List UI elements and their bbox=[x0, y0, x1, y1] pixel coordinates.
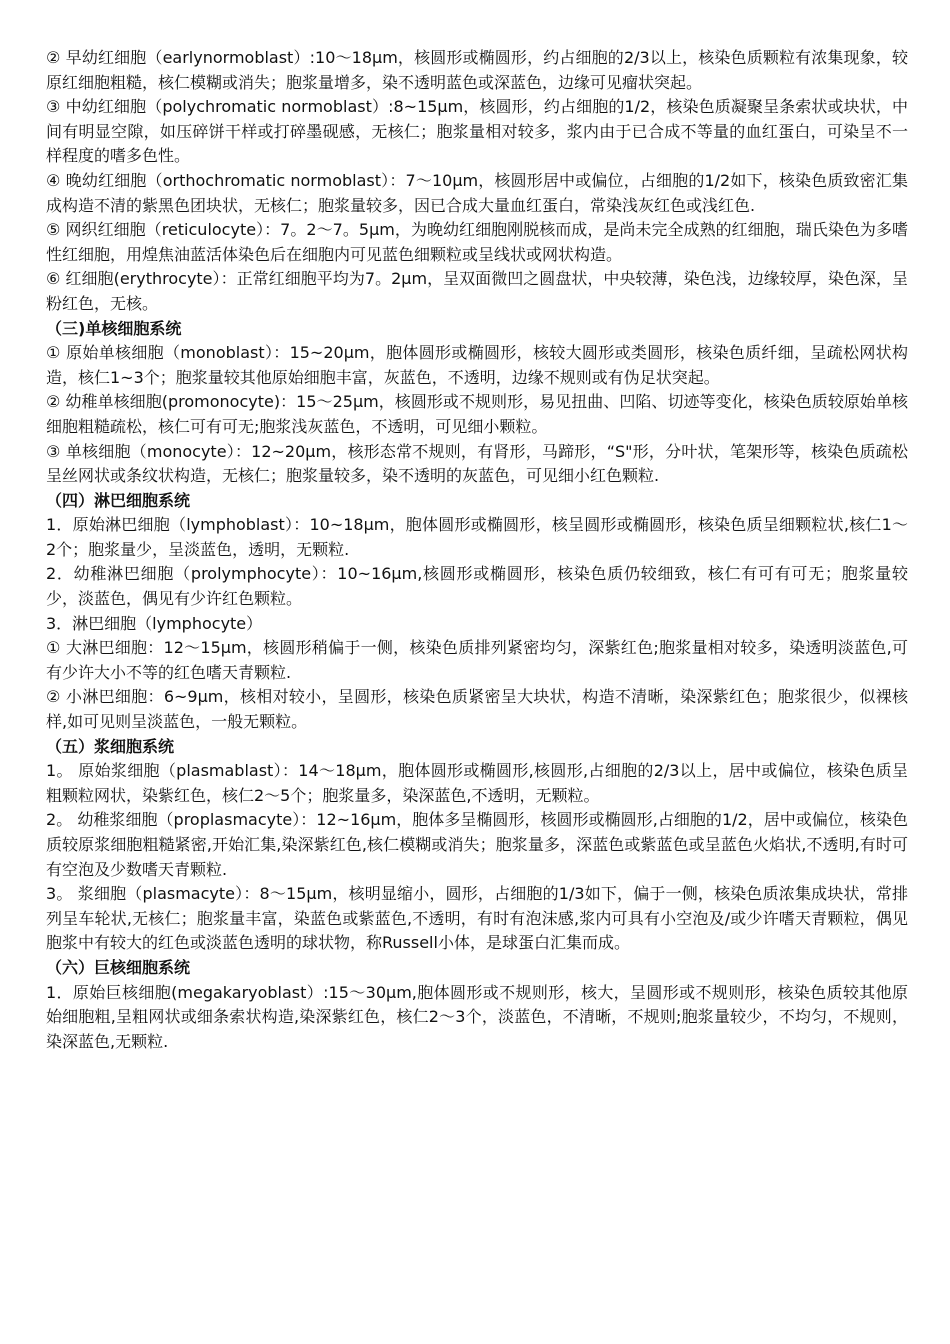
paragraph-plasmacyte: 3。 浆细胞（plasmacyte）：8～15μm，核明显缩小，圆形，占细胞的1/3如下，偏于一侧，核染色质浓集成块状，常排列呈车轮状,无核仁；胞浆量丰富，染蓝色或紫蓝色,不透明，有时有泡沫感,浆内可具有小空泡及/或少许嗜天青颗粒，偶见胞浆中有较大的红色或淡蓝色透明的球状物，称Russell小体，是球蛋白汇集而成。 bbox=[46, 884, 908, 953]
paragraph-prolymphocyte: 2．幼稚淋巴细胞（prolymphocyte）：10~16μm,核圆形或椭圆形，核染色质仍较细致，核仁有可有可无；胞浆量较少，淡蓝色，偶见有少许红色颗粒。 bbox=[46, 564, 908, 609]
section-heading-lymphocyte-system: （四）淋巴细胞系统 bbox=[46, 490, 191, 510]
paragraph-lymphocyte-title: 3．淋巴细胞（lymphocyte） bbox=[46, 613, 263, 633]
paragraph-monocyte: ③ 单核细胞（monocyte）：12~20μm，核形态常不规则，有肾形，马蹄形，“S"形，分叶状，笔架形等，核染色质疏松呈丝网状或条纹状构造，无核仁；胞浆量较多，染不透明的灰蓝色，可见细小红色颗粒. bbox=[46, 441, 908, 486]
paragraph-large-lymphocyte: ① 大淋巴细胞：12～15μm，核圆形稍偏于一侧，核染色质排列紧密均匀，深紫红色;胞浆量相对较多，染透明淡蓝色,可有少许大小不等的红色嗜天青颗粒. bbox=[46, 638, 908, 682]
paragraph-erythrocyte: ⑥ 红细胞(erythrocyte）：正常红细胞平均为7。2μm，呈双面微凹之圆盘状，中央较薄，染色浅，边缘较厚，染色深，呈粉红色，无核。 bbox=[46, 269, 908, 313]
paragraph-megakaryoblast: 1．原始巨核细胞(megakaryoblast）:15～30μm,胞体圆形或不规则形，核大，呈圆形或不规则形，核染色质较其他原始细胞粗,呈粗网状或细条索状构造,染深紫红色，核仁2～3个，淡蓝色，不清晰，不规则;胞浆量较少，不均匀，不规则，染深蓝色,无颗粒. bbox=[46, 982, 908, 1051]
section-heading-megakaryocyte-system: （六）巨核细胞系统 bbox=[46, 957, 191, 977]
paragraph-small-lymphocyte: ② 小淋巴细胞：6~9μm，核相对较小，呈圆形，核染色质紧密呈大块状，构造不清晰，染深紫红色；胞浆很少，似裸核样,如可见则呈淡蓝色，一般无颗粒。 bbox=[46, 687, 908, 732]
section-heading-monocyte-system: （三)单核细胞系统 bbox=[46, 318, 182, 338]
paragraph-reticulocyte: ⑤ 网织红细胞（reticulocyte）：7。2～7。5μm，为晚幼红细胞刚脱核而成，是尚未完全成熟的红细胞，瑞氏染色为多嗜性红细胞，用煌焦油蓝活体染色后在细胞内可见蓝色细颗粒或呈线状或网状构造。 bbox=[46, 220, 908, 264]
paragraph-polychromatic-normoblast: ③ 中幼红细胞（polychromatic normoblast）:8~15μm，核圆形，约占细胞的1/2，核染色质凝聚呈条索状或块状，中间有明显空隙，如压碎饼干样或打碎墨砚感，无核仁；胞浆量相对较多，浆内由于已合成不等量的血红蛋白，可染呈不一样程度的嗜多色性。 bbox=[46, 97, 908, 166]
paragraph-promonocyte: ② 幼稚单核细胞(promonocyte)：15～25μm，核圆形或不规则形，易见扭曲、凹陷、切迹等变化，核染色质较原始单核细胞粗糙疏松，核仁可有可无;胞浆浅灰蓝色，不透明，可见细小颗粒。 bbox=[46, 392, 908, 436]
paragraph-plasmablast: 1。 原始浆细胞（plasmablast）：14～18μm，胞体圆形或椭圆形,核圆形,占细胞的2/3以上，居中或偏位，核染色质呈粗颗粒网状，染紫红色，核仁2～5个；胞浆量多，染深蓝色,不透明，无颗粒。 bbox=[46, 761, 908, 805]
paragraph-proplasmacyte: 2。 幼稚浆细胞（proplasmacyte）：12~16μm，胞体多呈椭圆形，核圆形或椭圆形,占细胞的1/2，居中或偏位，核染色质较原浆细胞粗糙紧密,开始汇集,染深紫红色,核仁模糊或消失；胞浆量多，深蓝色或紫蓝色或呈蓝色火焰状,不透明,有时可有空泡及少数嗜天青颗粒. bbox=[46, 810, 908, 879]
section-heading-plasma-cell-system: （五）浆细胞系统 bbox=[46, 736, 175, 756]
paragraph-early-normoblast: ② 早幼红细胞（earlynormoblast）:10～18μm，核圆形或椭圆形，约占细胞的2/3以上，核染色质颗粒有浓集现象，较原红细胞粗糙，核仁模糊或消失；胞浆量增多，染不透明蓝色或深蓝色，边缘可见瘤状突起。 bbox=[46, 48, 908, 92]
paragraph-orthochromatic-normoblast: ④ 晚幼红细胞（orthochromatic normoblast）：7～10μm，核圆形居中或偏位，占细胞的1/2如下，核染色质致密汇集成构造不清的紫黑色团块状，无核仁；胞浆量较多，因已合成大量血红蛋白，常染浅灰红色或浅红色. bbox=[46, 170, 908, 215]
paragraph-lymphoblast: 1．原始淋巴细胞（lymphoblast）：10~18μm，胞体圆形或椭圆形，核呈圆形或椭圆形，核染色质呈细颗粒状,核仁1～2个；胞浆量少，呈淡蓝色，透明，无颗粒. bbox=[46, 515, 908, 559]
paragraph-monoblast: ① 原始单核细胞（monoblast）：15~20μm，胞体圆形或椭圆形，核较大圆形或类圆形，核染色质纤细，呈疏松网状构造，核仁1~3个；胞浆量较其他原始细胞丰富，灰蓝色，不透明，边缘不规则或有伪足状突起。 bbox=[46, 343, 908, 387]
